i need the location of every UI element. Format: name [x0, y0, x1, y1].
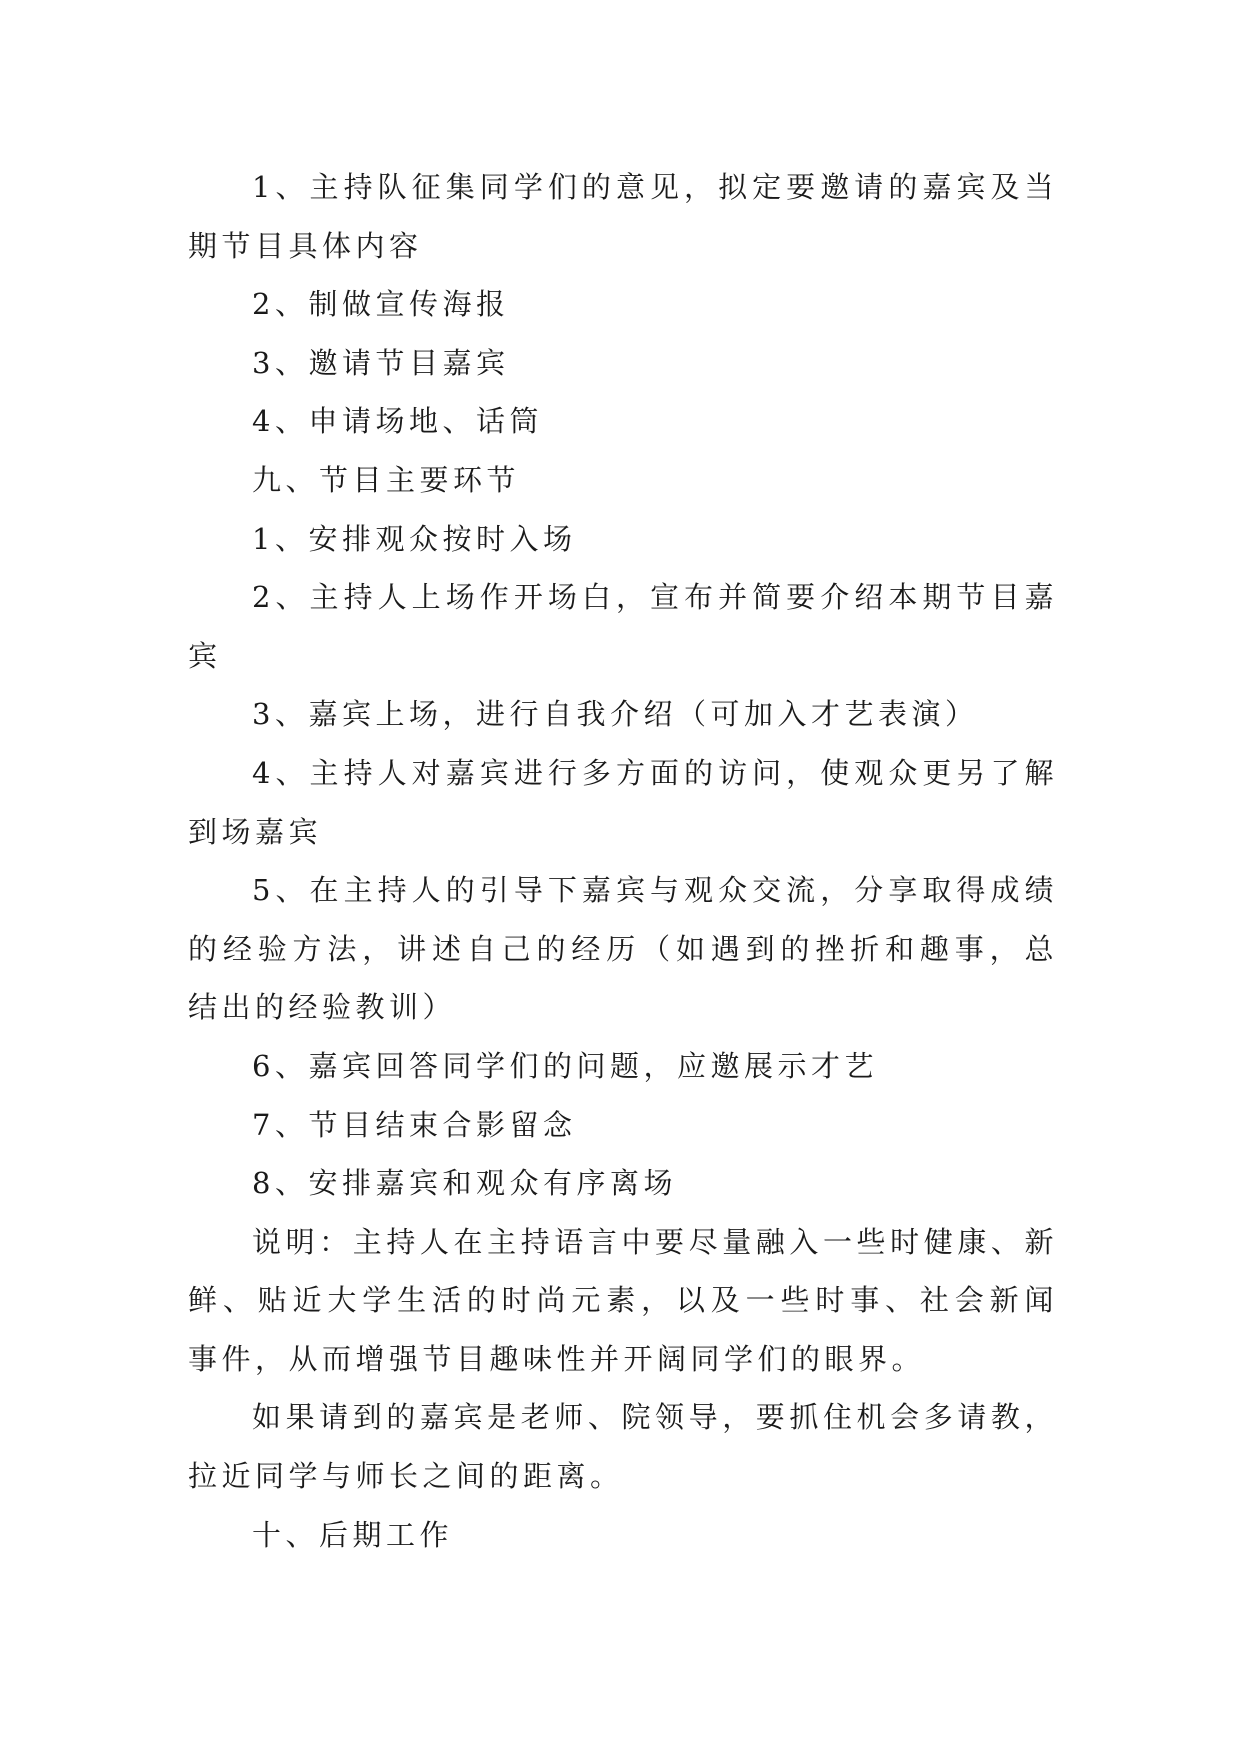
paragraph-step-1-collect-opinions: 1、主持队征集同学们的意见，拟定要邀请的嘉宾及当期节目具体内容 — [188, 170, 1058, 263]
paragraph-program-6: 6、嘉宾回答同学们的问题，应邀展示才艺 — [252, 1048, 878, 1083]
paragraph-program-1: 1、安排观众按时入场 — [252, 521, 577, 556]
paragraph-step-4-venue: 4、申请场地、话筒 — [252, 404, 543, 439]
paragraph-program-5: 5、在主持人的引导下嘉宾与观众交流，分享取得成绩的经验方法，讲述自己的经历（如遇到的挫折和趣事，总结出的经验教训） — [188, 873, 1058, 1025]
paragraph-teacher-guests: 如果请到的嘉宾是老师、院领导，要抓住机会多请教，拉近同学与师长之间的距离。 — [188, 1400, 1058, 1494]
paragraph-program-4: 4、主持人对嘉宾进行多方面的访问，使观众更另了解到场嘉宾 — [188, 755, 1058, 849]
section-heading-9: 九、节目主要环节 — [252, 462, 521, 497]
document-body — [188, 158, 1058, 1564]
section-heading-10: 十、后期工作 — [252, 1517, 454, 1552]
paragraph-program-3: 3、嘉宾上场，进行自我介绍（可加入才艺表演） — [252, 697, 979, 732]
paragraph-program-7: 7、节目结束合影留念 — [252, 1107, 577, 1142]
paragraph-step-2-poster: 2、制做宣传海报 — [252, 287, 510, 322]
paragraph-program-8: 8、安排嘉宾和观众有序离场 — [252, 1166, 677, 1201]
paragraph-program-2: 2、主持人上场作开场白，宣布并简要介绍本期节目嘉宾 — [188, 580, 1058, 673]
paragraph-note: 说明：主持人在主持语言中要尽量融入一些时健康、新鲜、贴近大学生活的时尚元素，以及一些时事、社会新闻事件，从而增强节目趣味性并开阔同学们的眼界。 — [188, 1224, 1058, 1376]
paragraph-step-3-invite-guests: 3、邀请节目嘉宾 — [252, 345, 510, 380]
